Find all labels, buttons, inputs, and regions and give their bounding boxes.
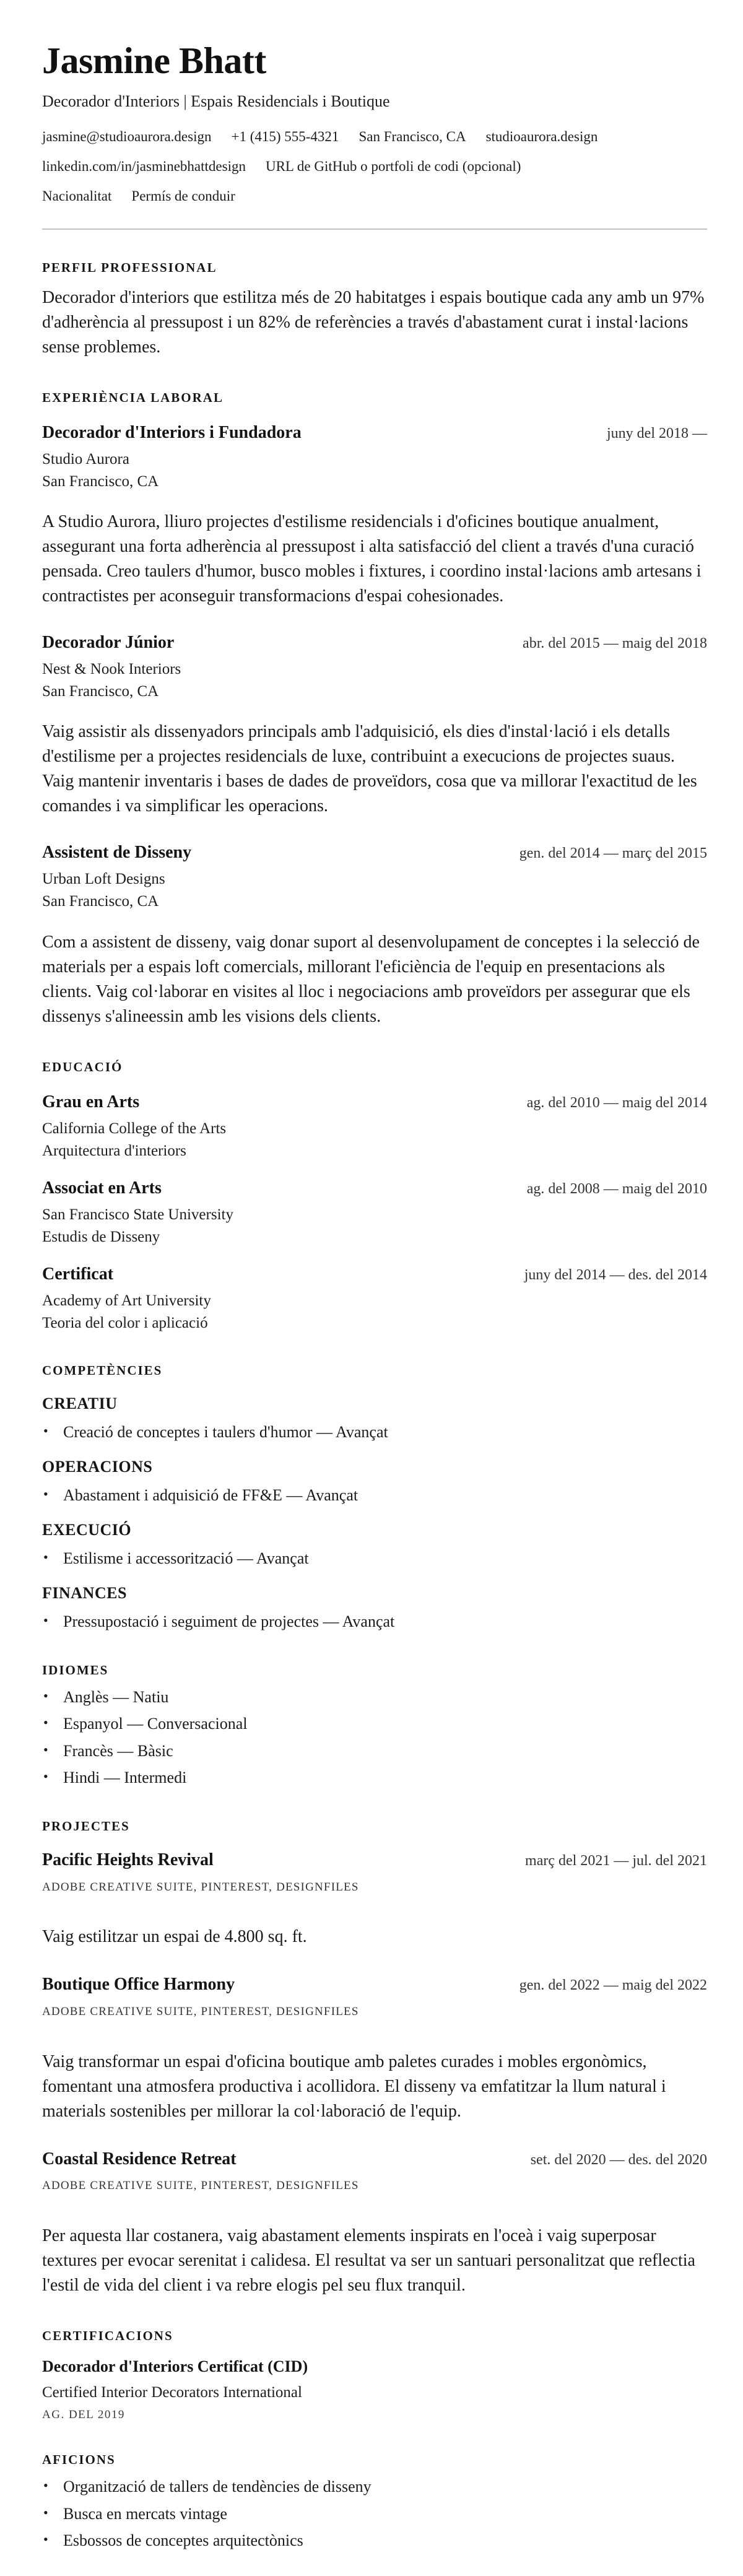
education-dates: juny del 2014 — des. del 2014 [524, 1267, 707, 1284]
contact-row-2 [42, 157, 707, 176]
languages-heading: IDIOMES [42, 1662, 109, 1677]
contact-linkedin: linkedin.com/in/jasminebhattdesign [42, 158, 246, 174]
education-dates: ag. del 2010 — maig del 2014 [526, 1095, 707, 1111]
job-dates: gen. del 2014 — març del 2015 [519, 845, 707, 862]
job-header [42, 842, 707, 864]
hobbies-heading: AFICIONS [42, 2452, 116, 2468]
job-dates: abr. del 2015 — maig del 2018 [523, 635, 707, 652]
skill-list [42, 1612, 707, 1632]
person-name: Jasmine Bhatt [42, 40, 266, 81]
skills-heading: COMPETÈNCIES [42, 1363, 163, 1378]
project-dates: gen. del 2022 — maig del 2022 [519, 1977, 707, 1994]
education-field: Teoria del color i aplicació [42, 1315, 208, 1332]
contact-block [42, 127, 707, 207]
education-school: San Francisco State University [42, 1206, 233, 1223]
job-header [42, 422, 707, 445]
project-tools: ADOBE CREATIVE SUITE, PINTEREST, DESIGNFILES [42, 2179, 359, 2193]
job-header [42, 632, 707, 655]
language-item: • Anglès — Natiu [42, 1687, 707, 1708]
project-name: Coastal Residence Retreat [42, 2149, 237, 2169]
job-entry [42, 422, 707, 609]
project-dates: març del 2021 — jul. del 2021 [525, 1853, 707, 1869]
hobby-list [42, 2477, 707, 2551]
skill-item: • Estilisme i accessorització — Avançat [42, 1549, 707, 1569]
education-heading: EDUCACIÓ [42, 1059, 123, 1074]
contact-email: jasmine@studioaurora.design [42, 128, 212, 144]
skill-group [42, 1457, 707, 1506]
job-entry [42, 842, 707, 1029]
person-title: Decorador d'Interiors | Espais Residencials i Boutique [42, 92, 390, 110]
project-dates: set. del 2020 — des. del 2020 [530, 2151, 707, 2168]
education-field: Estudis de Disseny [42, 1228, 160, 1245]
job-company: Urban Loft Designs [42, 871, 165, 888]
section-profile [42, 259, 707, 359]
section-certifications [42, 2328, 707, 2422]
certification-issuer: Certified Interior Decorators International [42, 2383, 302, 2401]
section-projects [42, 1818, 707, 2298]
job-company: Studio Aurora [42, 450, 129, 468]
language-item: • Espanyol — Conversacional [42, 1714, 707, 1734]
skill-item: • Abastament i adquisició de FF&E — Avançat [42, 1486, 707, 1506]
skill-category: FINANCES [42, 1583, 127, 1602]
education-degree: Certificat [42, 1264, 114, 1284]
hobby-item: • Busca en mercats vintage [42, 2504, 707, 2525]
skill-list [42, 1422, 707, 1443]
profile-text: Decorador d'interiors que estilitza més de 20 habitatges i espais boutique cada any amb un 97% d'adherència al pressupost i un 82% de referències a través d'abastament curat i instal·lacions sense problemes. [42, 287, 705, 357]
skill-group [42, 1520, 707, 1569]
project-header [42, 2149, 707, 2171]
project-header [42, 1850, 707, 1872]
skill-item: • Pressupostació i seguiment de projectes — Avançat [42, 1612, 707, 1632]
project-tools: ADOBE CREATIVE SUITE, PINTEREST, DESIGNFILES [42, 1880, 359, 1894]
certification-date: AG. DEL 2019 [42, 2408, 125, 2422]
education-dates: ag. del 2008 — maig del 2010 [526, 1181, 707, 1198]
job-description: A Studio Aurora, lliuro projectes d'estilisme residencials i d'oficines boutique anualment, assegurant una forta adherència al pressupost i alta satisfacció del client a través d'una curació pensada. Creo taulers d'humor, busco mobles i fixtures, i coordino instal·lacions amb artesans i contractistes per aconseguir transformacions d'espai cohesionades. [42, 512, 702, 606]
language-list [42, 1687, 707, 1788]
job-title: Decorador d'Interiors i Fundadora [42, 423, 302, 443]
job-dates: juny del 2018 — [607, 425, 707, 442]
project-tools: ADOBE CREATIVE SUITE, PINTEREST, DESIGNFILES [42, 2005, 359, 2019]
skill-group [42, 1583, 707, 1632]
job-title: Decorador Júnior [42, 633, 175, 653]
education-degree: Associat en Arts [42, 1178, 162, 1198]
project-header [42, 1974, 707, 1996]
contact-phone: +1 (415) 555-4321 [231, 128, 339, 144]
contact-website: studioaurora.design [485, 128, 598, 144]
profile-heading: PERFIL PROFESSIONAL [42, 260, 217, 276]
education-field: Arquitectura d'interiors [42, 1142, 186, 1159]
hobby-item: • Esbossos de conceptes arquitectònics [42, 2531, 707, 2551]
contact-row-1 [42, 127, 707, 147]
job-company: Nest & Nook Interiors [42, 660, 181, 677]
contact-driving-license: Permís de conduir [131, 188, 235, 204]
contact-location: San Francisco, CA [358, 128, 466, 144]
job-title: Assistent de Disseny [42, 843, 192, 863]
section-experience [42, 389, 707, 1029]
education-entry [42, 1178, 707, 1247]
job-location: San Francisco, CA [42, 893, 159, 910]
job-description: Vaig assistir als dissenyadors principals amb l'adquisició, els dies d'instal·lació i els detalls d'estilisme per a projectes residencials de luxe, contribuint a execucions de projectes suaus. Vaig mantenir inventaris i bases de dades de proveïdors, cosa que va millorar l'exactitud de les comandes i va simplificar les operacions. [42, 722, 697, 816]
resume-header [42, 40, 707, 230]
hobby-item: • Organització de tallers de tendències de disseny [42, 2477, 707, 2497]
education-school: California College of the Arts [42, 1120, 227, 1137]
project-name: Pacific Heights Revival [42, 1850, 214, 1870]
skill-category: CREATIU [42, 1394, 118, 1412]
contact-github-placeholder: URL de GitHub o portfoli de codi (opcional) [265, 158, 521, 174]
job-location: San Francisco, CA [42, 472, 159, 490]
skill-category: EXECUCIÓ [42, 1520, 132, 1539]
job-location: San Francisco, CA [42, 683, 159, 700]
experience-heading: EXPERIÈNCIA LABORAL [42, 389, 224, 405]
skill-category: OPERACIONS [42, 1457, 153, 1476]
skill-list [42, 1549, 707, 1569]
education-degree: Grau en Arts [42, 1092, 140, 1112]
header-divider [42, 228, 707, 230]
certification-entry [42, 2357, 707, 2422]
language-item: • Hindi — Intermedi [42, 1768, 707, 1788]
project-description: Vaig estilitzar un espai de 4.800 sq. ft. [42, 1927, 307, 1947]
section-hobbies [42, 2452, 707, 2551]
certification-name: Decorador d'Interiors Certificat (CID) [42, 2357, 308, 2376]
project-description: Per aquesta llar costanera, vaig abastament elements inspirats en l'oceà i vaig superposar textures per evocar serenitat i calidesa. El resultat va ser un santuari personalitzat que reflectia l'estil de vida del client i va rebre elogis pel seu flux tranquil. [42, 2226, 695, 2295]
job-entry [42, 632, 707, 819]
skill-item: • Creació de conceptes i taulers d'humor — Avançat [42, 1422, 707, 1443]
section-education [42, 1059, 707, 1333]
education-school: Academy of Art University [42, 1292, 211, 1309]
project-entry [42, 1974, 707, 2123]
education-header [42, 1178, 707, 1200]
skill-group [42, 1394, 707, 1443]
projects-heading: PROJECTES [42, 1818, 130, 1834]
education-entry [42, 1264, 707, 1333]
project-entry [42, 2149, 707, 2298]
project-entry [42, 1850, 707, 1949]
education-header [42, 1264, 707, 1286]
contact-row-3 [42, 186, 707, 206]
skill-list [42, 1486, 707, 1506]
job-description: Com a assistent de disseny, vaig donar suport al desenvolupament de conceptes i la selecció de materials per a espais loft comercials, millorant l'eficiència de l'equip en presentacions als clients. Vaig col·laborar en visites al lloc i negociacions amb proveïdors per assegurar que els dissenys s'alineessin amb les visions dels clients. [42, 932, 700, 1026]
section-languages [42, 1662, 707, 1788]
contact-nationality: Nacionalitat [42, 188, 112, 204]
education-header [42, 1092, 707, 1114]
section-skills [42, 1362, 707, 1632]
language-item: • Francès — Bàsic [42, 1741, 707, 1762]
certifications-heading: CERTIFICACIONS [42, 2328, 173, 2344]
project-description: Vaig transformar un espai d'oficina boutique amb paletes curades i mobles ergonòmics, fomentant una atmosfera productiva i acollidora. El disseny va emfatitzar la llum natural i materials sostenibles per millorar la col·laboració de l'equip. [42, 2052, 666, 2121]
education-entry [42, 1092, 707, 1160]
project-name: Boutique Office Harmony [42, 1975, 235, 1995]
